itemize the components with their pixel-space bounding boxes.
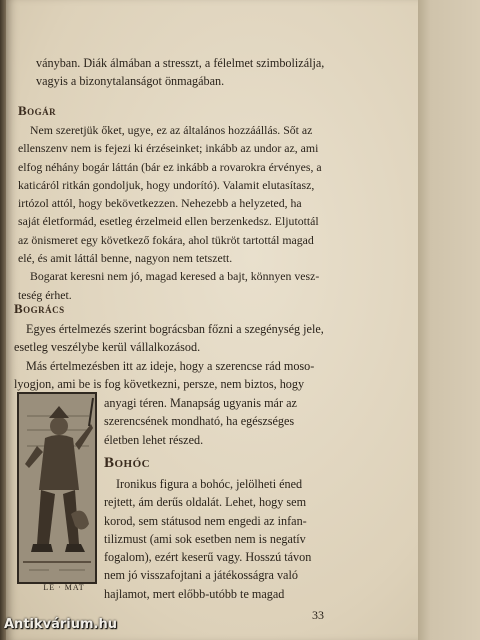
bogar-line: saját életformád, esetleg érzelmeid ellen berzenkedsz. Eljutottál <box>18 214 319 229</box>
bogracs-line: anyagi téren. Manapság ugyanis már az <box>104 396 297 410</box>
intro-text <box>36 54 392 91</box>
bogar-line: Nem szeretjük őket, ugye, ez az általános hozzáállás. Sőt az <box>30 123 313 137</box>
bogracs-line: életben lehet részed. <box>104 432 204 447</box>
bogar-line: az önismeret egy következő fokára, ahol tükröt tartottál magad <box>18 232 314 247</box>
bogar-line: teség érhet. <box>18 287 72 302</box>
bohoc-line: hajlamot, mert előbb-utóbb te magad <box>104 586 285 601</box>
bogracs-line: szerencsének mondható, ha egészséges <box>104 414 295 429</box>
bogar-line: ellenszenv nem is fejezi ki érzéseinket; inkább az undor az, ami <box>18 141 319 156</box>
bogracs-text-narrow <box>104 394 392 449</box>
bogracs-text <box>14 320 392 393</box>
section-heading-bogar: Bogár <box>18 103 57 118</box>
bohoc-line: tilizmust (ami sok esetben nem is negatív <box>104 531 306 546</box>
bohoc-line: fogalom), ezért keserű vagy. Hosszú távon <box>104 550 312 565</box>
bogar-line: Bogarat keresni nem jó, magad keresed a bajt, könnyen vesz- <box>30 269 320 284</box>
bogracs-line: Egyes értelmezés szerint bográcsban főzni a szegénység jele, <box>26 322 324 336</box>
section-heading-bohoc: Bohóc <box>104 455 151 471</box>
bohoc-line: korod, sem státusod nem engedi az infan- <box>104 513 307 528</box>
bogar-text <box>18 121 392 304</box>
section-heading-bogracs: Bogrács <box>14 301 65 316</box>
bogar-line: irtózol attól, hogy bekövetkezzen. Nehezebb a helyzeted, ha <box>18 196 302 211</box>
bogar-line: elfog néhány bogár láttán (bár ez inkább a rovarokra érvényes, a <box>18 159 322 174</box>
bogar-line: katicáról ritkán gondoljuk, hogy undorító). Valamit elutasítasz, <box>18 177 315 192</box>
bogracs-line: Más értelmezésben itt az ideje, hogy a szerencse rád moso- <box>26 358 315 373</box>
bogracs-line: esetleg veszélybe kerül vállalkozásod. <box>14 340 201 355</box>
bohoc-line: Ironikus figura a bohóc, jelölheti éned <box>116 477 303 491</box>
jester-card-illustration <box>17 392 97 584</box>
bogracs-line: lyogjon, ami be is fog következni, persze, nem biztos, hogy <box>14 376 305 391</box>
bogar-line: elé, és amit láttál benne, nagyon nem tetszett. <box>18 251 233 266</box>
intro-line: ványban. Diák álmában a stresszt, a félelmet szimbolizálja, <box>36 56 325 70</box>
illustration-caption: LE · MAT <box>43 583 85 592</box>
bohoc-line: nem jó visszafojtani a játékosságra való <box>104 568 298 583</box>
jester-figure-icon <box>19 394 95 582</box>
bohoc-text <box>104 475 392 603</box>
bohoc-line: rejtett, ám derűs oldalát. Lehet, hogy sem <box>104 495 307 510</box>
page-number: 33 <box>312 608 324 622</box>
facing-page-edge <box>418 0 480 640</box>
watermark: Antikvárium.hu <box>4 617 117 632</box>
intro-line: vagyis a bizonytalanságot önmagában. <box>36 74 225 89</box>
